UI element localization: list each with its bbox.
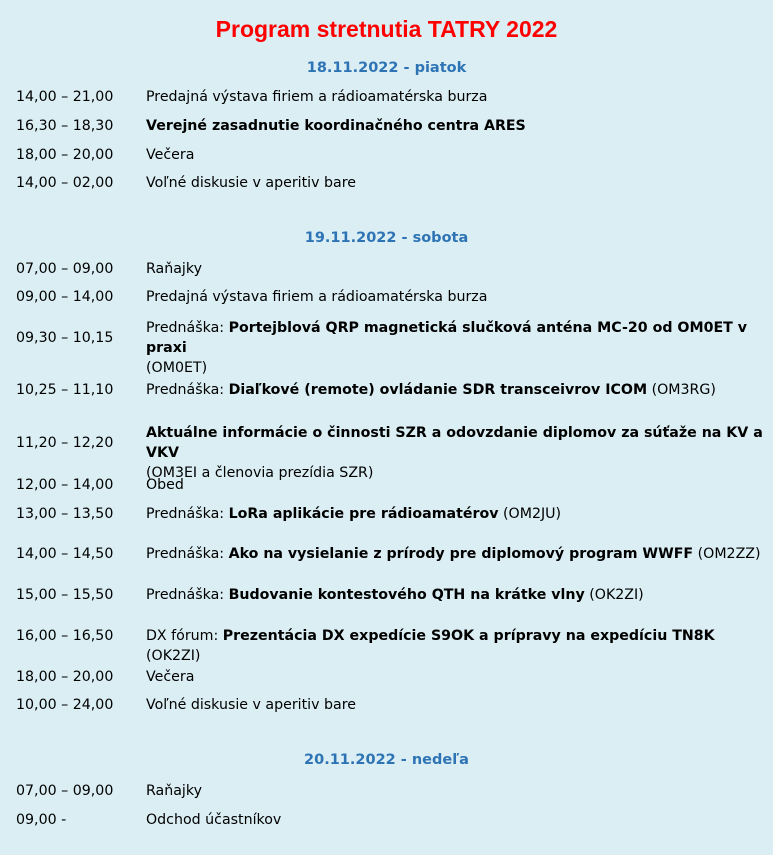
time-range: 16,00 – 16,50 [16, 628, 114, 644]
time-range: 18,00 – 20,00 [16, 669, 114, 685]
event-description: Prednáška: Diaľkové (remote) ovládanie SDR transceivrov ICOM (OM3RG) [146, 382, 716, 398]
event-description: Predajná výstava firiem a rádioamatérska burza [146, 89, 488, 105]
time-range: 09,00 – 14,00 [16, 289, 114, 305]
time-range: 18,00 – 20,00 [16, 147, 114, 163]
event-description: Prednáška: Portejblová QRP magnetická slučková anténa MC-20 od OM0ET v praxi (OM0ET) [146, 320, 748, 376]
event-description: DX fórum: Prezentácia DX expedície S9OK a prípravy na expedíciu TN8K (OK2ZI) [146, 628, 715, 664]
day-heading: 19.11.2022 - sobota [304, 230, 469, 246]
program-title: Program stretnutia TATRY 2022 [215, 16, 558, 42]
time-range: 13,00 – 13,50 [16, 506, 114, 522]
event-description: Prednáška: Ako na vysielanie z prírody pre diplomový program WWFF (OM2ZZ) [146, 546, 761, 562]
time-range: 10,25 – 11,10 [16, 382, 114, 398]
event-description: Raňajky [146, 261, 202, 277]
event-description: Obed [146, 477, 184, 493]
event-description: Verejné zasadnutie koordinačného centra ARES [146, 118, 526, 134]
event-description: Voľné diskusie v aperitiv bare [146, 175, 356, 191]
day-heading: 20.11.2022 - nedeľa [304, 752, 469, 768]
event-description: Prednáška: LoRa aplikácie pre rádioamatérov (OM2JU) [146, 506, 562, 522]
time-range: 14,00 – 02,00 [16, 175, 114, 191]
time-range: 11,20 – 12,20 [16, 435, 114, 451]
time-range: 07,00 – 09,00 [16, 261, 114, 277]
event-description: Odchod účastníkov [146, 812, 282, 828]
time-range: 09,00 - [16, 812, 67, 828]
time-range: 09,30 – 10,15 [16, 330, 114, 346]
time-range: 15,00 – 15,50 [16, 587, 114, 603]
time-range: 14,00 – 14,50 [16, 546, 114, 562]
event-description: Prednáška: Budovanie kontestového QTH na krátke vlny (OK2ZI) [146, 587, 644, 603]
time-range: 12,00 – 14,00 [16, 477, 114, 493]
event-description: Večera [146, 147, 195, 163]
time-range: 10,00 – 24,00 [16, 697, 114, 713]
event-description: Voľné diskusie v aperitiv bare [146, 697, 356, 713]
event-description: Predajná výstava firiem a rádioamatérska burza [146, 289, 488, 305]
time-range: 14,00 – 21,00 [16, 89, 114, 105]
event-description: Aktuálne informácie o činnosti SZR a odovzdanie diplomov za súťaže na KV a VKV (OM3EI a členovia prezídia SZR) [146, 425, 763, 481]
event-description: Večera [146, 669, 195, 685]
time-range: 16,30 – 18,30 [16, 118, 114, 134]
time-range: 07,00 – 09,00 [16, 783, 114, 799]
event-description: Raňajky [146, 783, 202, 799]
day-heading: 18.11.2022 - piatok [306, 60, 467, 76]
